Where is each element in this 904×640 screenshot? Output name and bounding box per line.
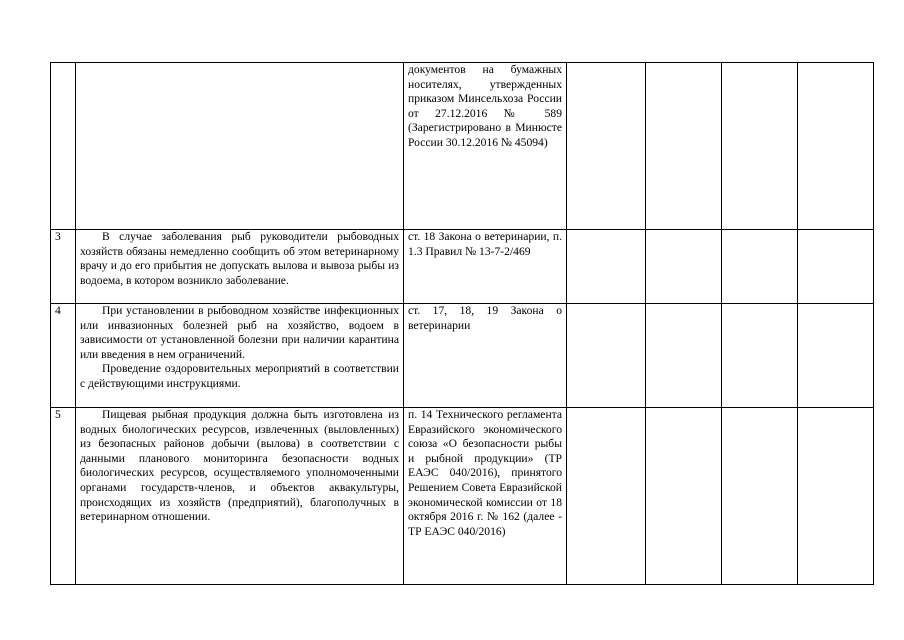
requirement-cell	[76, 408, 404, 585]
row-number	[51, 63, 76, 230]
reference-cell	[404, 230, 567, 304]
empty-cell	[722, 230, 798, 304]
reference-cell	[404, 304, 567, 408]
empty-cell	[722, 408, 798, 585]
requirement-paragraph: Пищевая рыбная продукция должна быть изготовлена из водных биологических ресурсов, извлеченных (выловленных) из безопасных районов добычи (вылова) в соответствии с данными планового мониторинга безопасности водных биологических ресурсов, осуществляемого уполномоченными органами государств-членов, и объектов аквакультуры, происходящих из хозяйств (предприятий), благополучных в ветеринарном отношении.	[80, 408, 399, 524]
empty-cell	[646, 63, 722, 230]
empty-cell	[567, 304, 646, 408]
empty-cell	[722, 304, 798, 408]
table-row	[51, 304, 874, 408]
empty-cell	[798, 63, 874, 230]
table-row	[51, 408, 874, 585]
reference-text: документов на бумажных носителях, утвержденных приказом Минсельхоза России от 27.12.2016 № 589 (Зарегистрировано в Минюсте России 30.12.2016 № 45094)	[408, 63, 562, 149]
reference-text: ст. 17, 18, 19 Закона о ветеринарии	[408, 304, 562, 332]
empty-cell	[567, 63, 646, 230]
requirement-paragraph: При установлении в рыбоводном хозяйстве инфекционных или инвазионных болезней рыб на хозяйство, водоем в зависимости от установленной болезни при наличии карантина или введения в нем ограничений.	[80, 304, 399, 361]
reference-text: п. 14 Технического регламента Евразийского экономического союза «О безопасности рыбы и рыбной продукции» (ТР ЕАЭС 040/2016), принятого Решением Совета Евразийской экономической комиссии от 18 октября 2016 г. № 162 (далее - ТР ЕАЭС 040/2016)	[408, 408, 562, 538]
reference-cell	[404, 63, 567, 230]
table-row	[51, 63, 874, 230]
table-row	[51, 230, 874, 304]
row-number: 3	[51, 230, 76, 304]
empty-cell	[798, 304, 874, 408]
empty-cell	[722, 63, 798, 230]
requirement-cell	[76, 304, 404, 408]
empty-cell	[646, 230, 722, 304]
empty-cell	[567, 408, 646, 585]
reference-cell	[404, 408, 567, 585]
empty-cell	[798, 408, 874, 585]
requirement-cell	[76, 63, 404, 230]
row-number: 5	[51, 408, 76, 585]
requirement-paragraph: Проведение оздоровительных мероприятий в соответствии с действующими инструкциями.	[80, 362, 399, 390]
row-number: 4	[51, 304, 76, 408]
requirements-table	[50, 62, 874, 585]
empty-cell	[646, 408, 722, 585]
requirement-paragraph: В случае заболевания рыб руководители рыбоводных хозяйств обязаны немедленно сообщить об этом ветеринарному врачу и до его прибытия не допускать вылова и вывоза рыбы из водоема, в котором возникло заболевание.	[80, 230, 399, 287]
empty-cell	[798, 230, 874, 304]
empty-cell	[567, 230, 646, 304]
reference-text: ст. 18 Закона о ветеринарии, п. 1.3 Правил № 13-7-2/469	[408, 230, 562, 258]
empty-cell	[646, 304, 722, 408]
requirement-cell	[76, 230, 404, 304]
